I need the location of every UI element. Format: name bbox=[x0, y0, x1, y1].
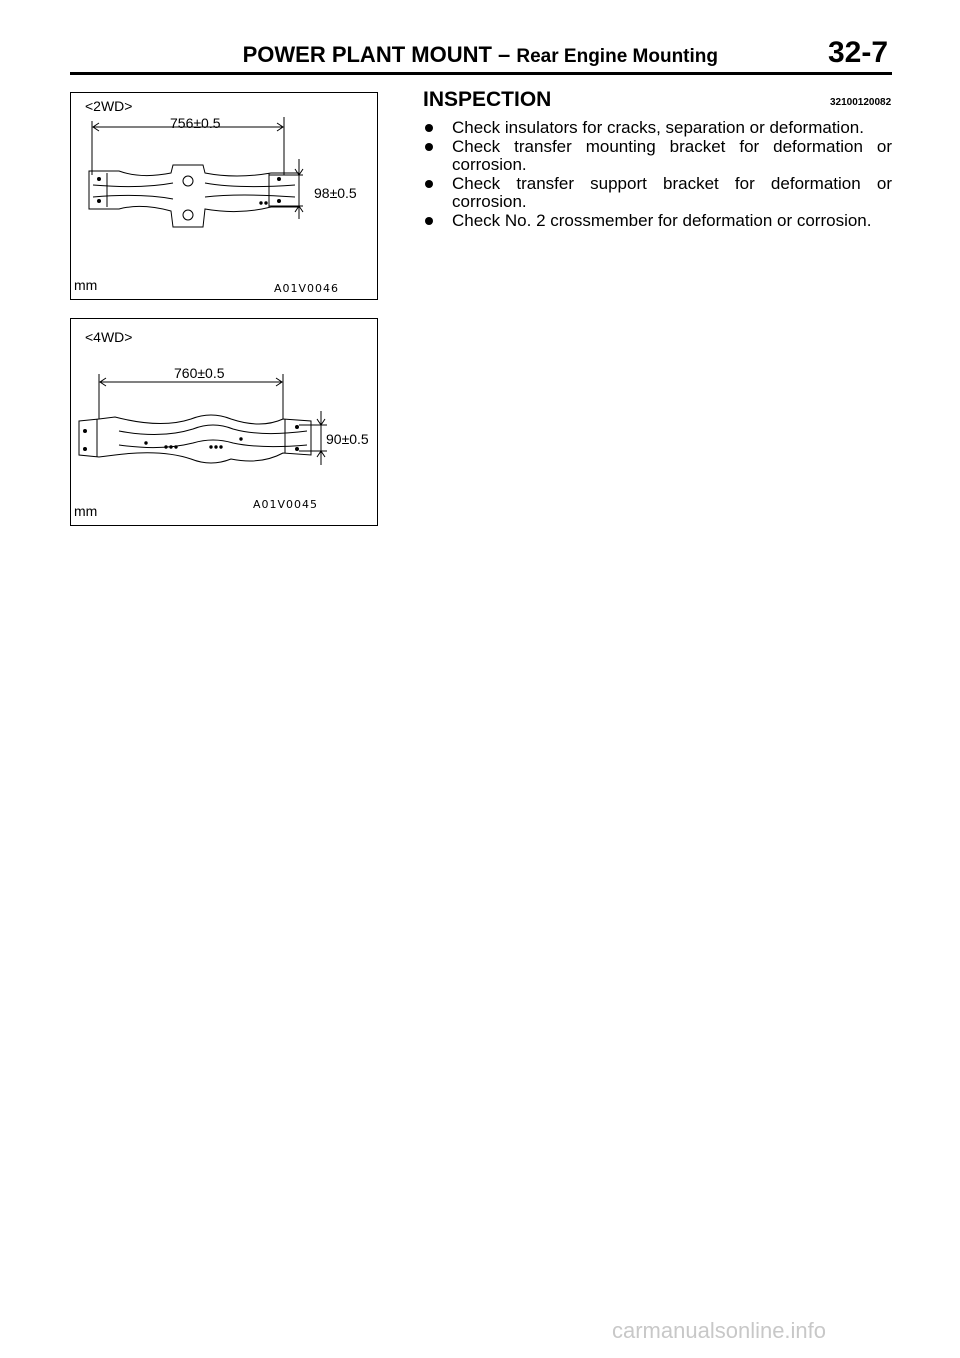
figure-label: <4WD> bbox=[85, 329, 133, 345]
length-dimension: 760±0.5 bbox=[174, 365, 225, 381]
inspection-list bbox=[423, 119, 892, 230]
figure-2wd-crossmember bbox=[70, 92, 378, 300]
list-item: Check transfer support bracket for deformation or corrosion. bbox=[423, 175, 892, 212]
page-header-title bbox=[0, 42, 718, 68]
unit-label: mm bbox=[74, 503, 98, 519]
list-item: Check insulators for cracks, separation or deformation. bbox=[423, 119, 892, 138]
list-item: Check transfer mounting bracket for deformation or corrosion. bbox=[423, 138, 892, 175]
header-subsection: Rear Engine Mounting bbox=[516, 46, 718, 67]
length-dimension: 756±0.5 bbox=[170, 115, 221, 131]
unit-label: mm bbox=[74, 277, 98, 293]
height-dimension: 98±0.5 bbox=[314, 185, 357, 201]
figure-4wd-crossmember bbox=[70, 318, 378, 526]
crossmember-4wd-drawing bbox=[71, 319, 379, 527]
figure-label: <2WD> bbox=[85, 98, 133, 114]
figure-code: A01V0045 bbox=[253, 498, 319, 511]
list-item: Check No. 2 crossmember for deformation or corrosion. bbox=[423, 212, 892, 231]
figure-code: A01V0046 bbox=[274, 282, 340, 295]
header-section: POWER PLANT MOUNT – bbox=[242, 42, 511, 67]
section-code: 32100120082 bbox=[830, 97, 892, 108]
page-number: 32-7 bbox=[828, 36, 889, 69]
header-divider bbox=[70, 72, 892, 75]
height-dimension: 90±0.5 bbox=[326, 431, 369, 447]
section-title: INSPECTION bbox=[423, 88, 552, 111]
watermark: carmanualsonline.info bbox=[612, 1318, 827, 1343]
